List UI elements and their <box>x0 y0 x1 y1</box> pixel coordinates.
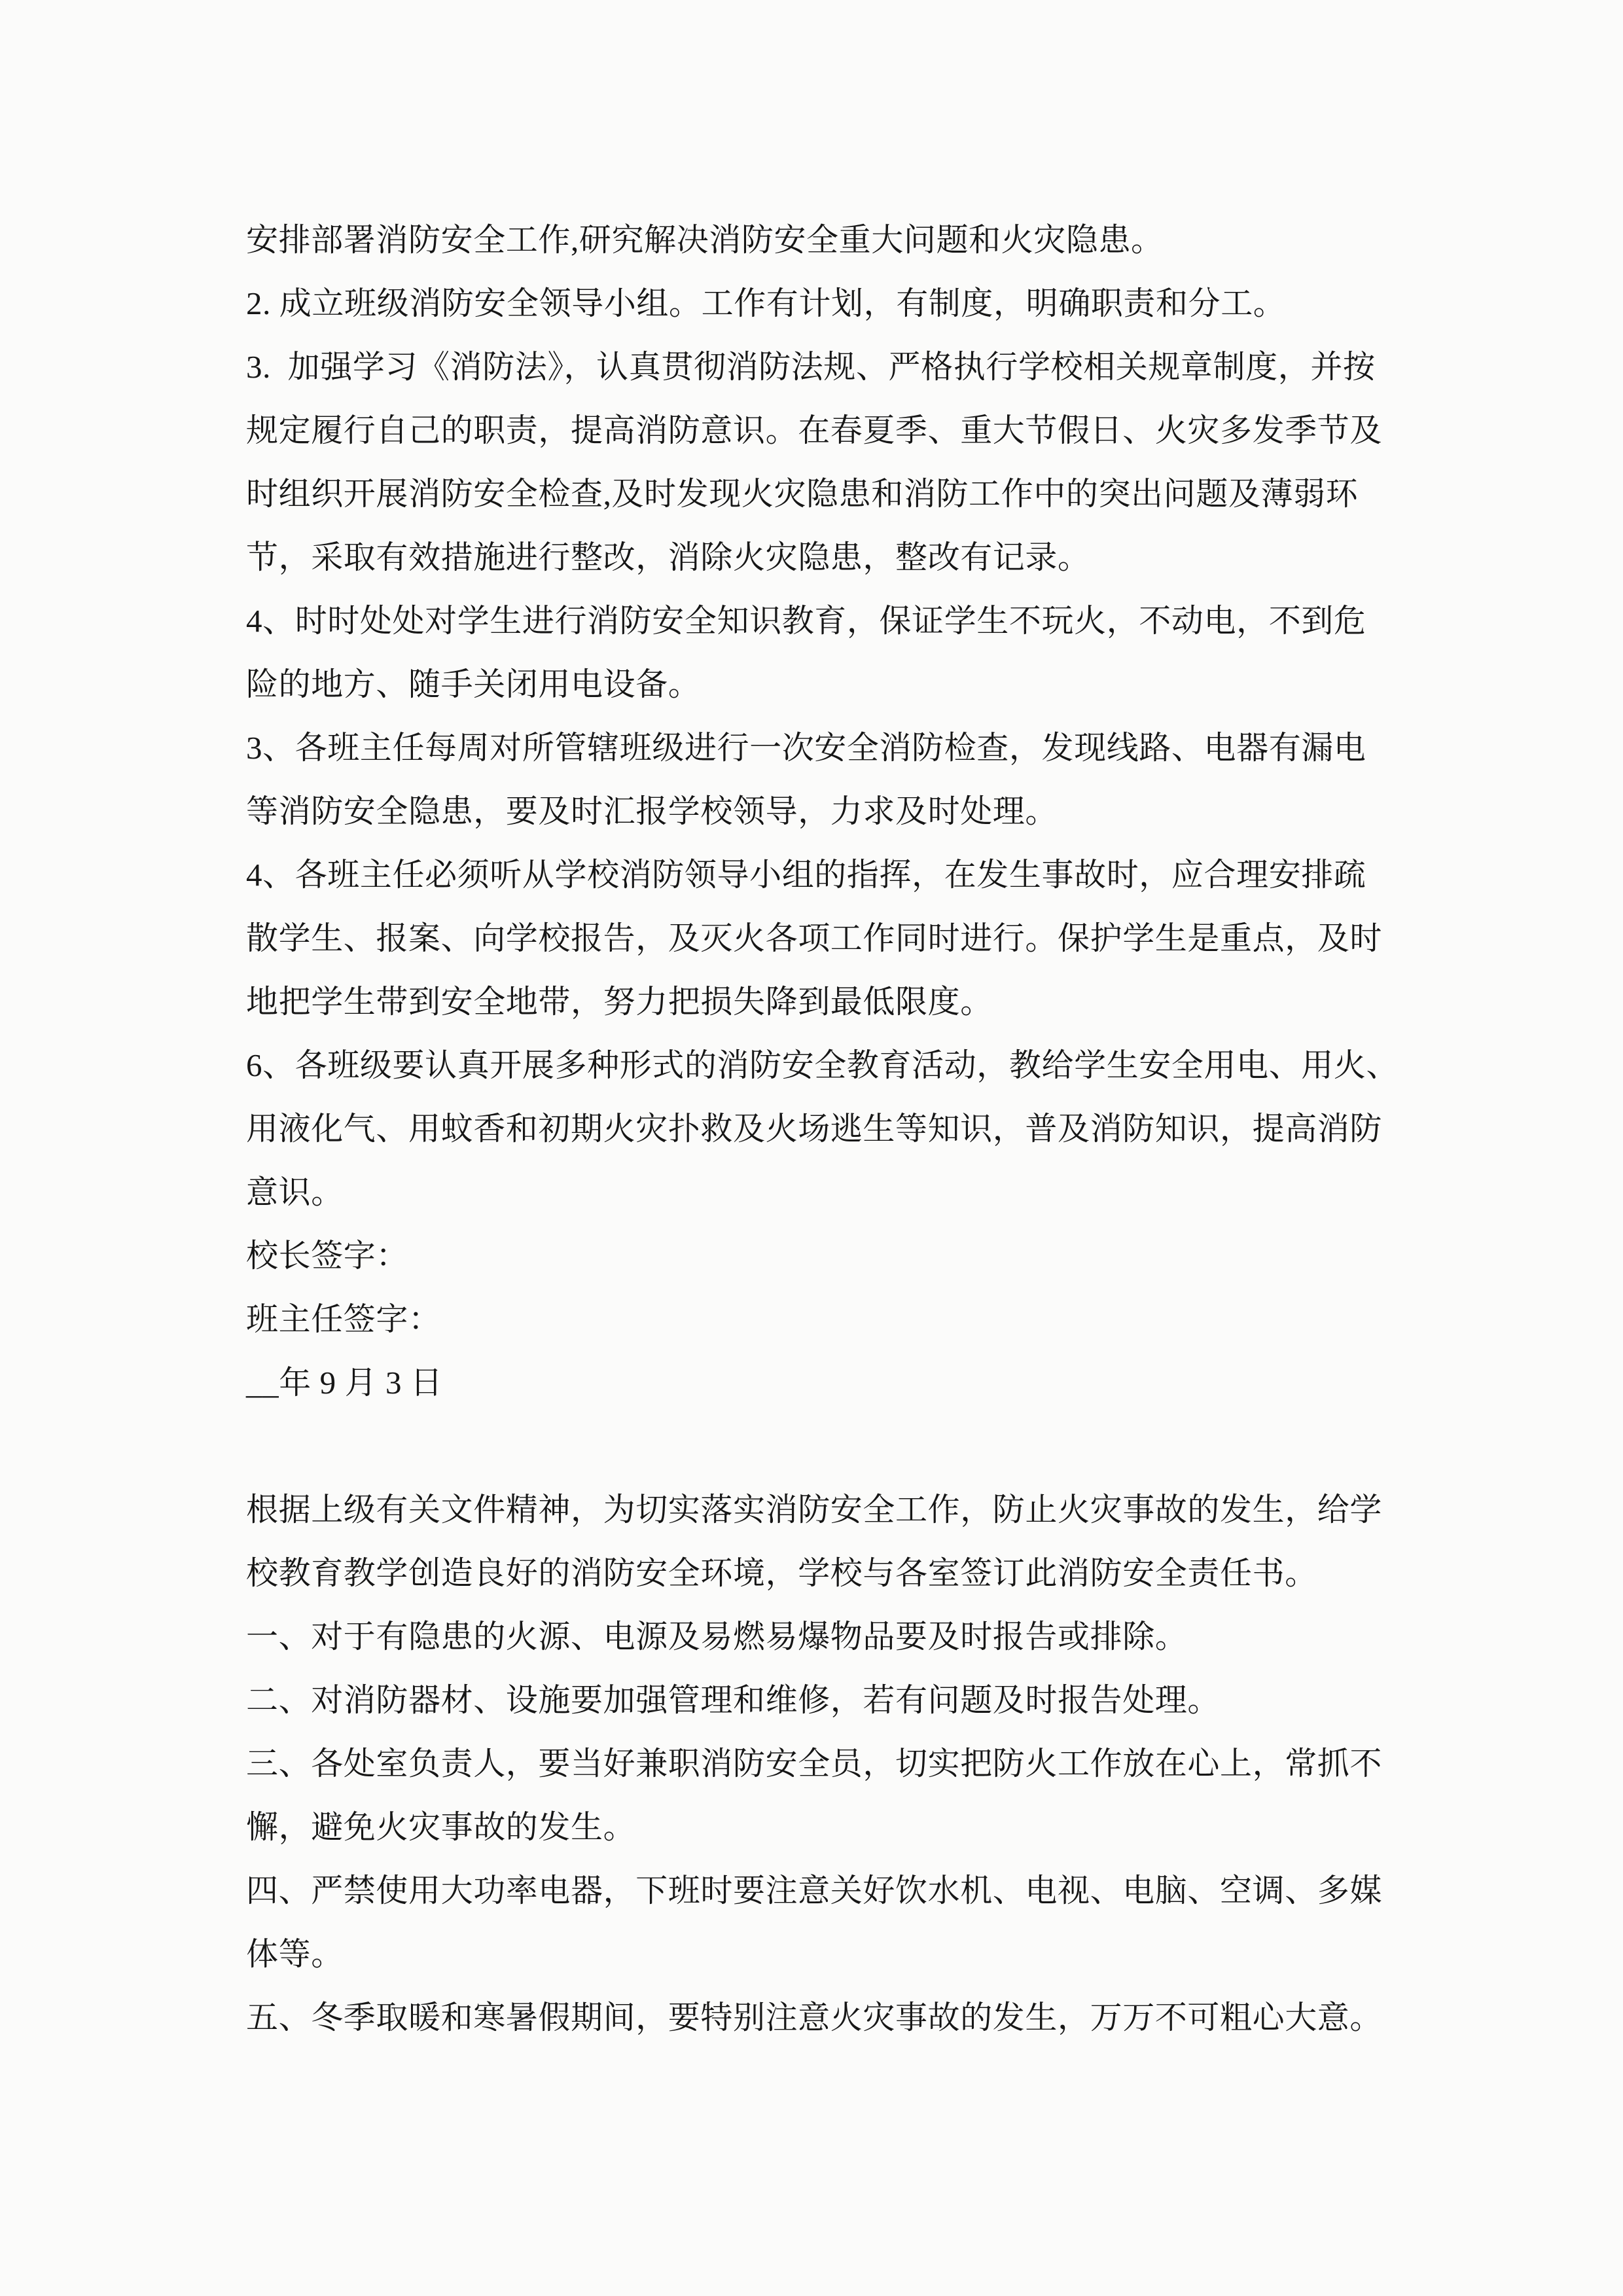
text-line: 意识。 <box>246 1174 344 1210</box>
text-line: 3. 加强学习《消防法》，认真贯彻消防法规、严格执行学校相关规章制度，并按 <box>246 349 1376 385</box>
text-line: 安排部署消防安全工作,研究解决消防安全重大问题和火灾隐患。 <box>246 222 1164 258</box>
class-teacher-signature-label: 班主任签字： <box>246 1301 441 1337</box>
text-line: 4、时时处处对学生进行消防安全知识教育，保证学生不玩火，不动电，不到危 <box>246 603 1366 639</box>
principal-signature-label: 校长签字： <box>246 1238 409 1274</box>
text-line: 散学生、报案、向学校报告，及灭火各项工作同时进行。保护学生是重点，及时 <box>246 920 1383 956</box>
date-line: __年 9 月 3 日 <box>246 1365 443 1401</box>
text-line: 3、各班主任每周对所管辖班级进行一次安全消防检查，发现线路、电器有漏电 <box>246 730 1366 766</box>
text-line: 懈，避免火灾事故的发生。 <box>246 1809 636 1845</box>
text-line: 2. 成立班级消防安全领导小组。工作有计划，有制度，明确职责和分工。 <box>246 285 1286 321</box>
text-line: 用液化气、用蚊香和初期火灾扑救及火场逃生等知识，普及消防知识，提高消防 <box>246 1111 1383 1147</box>
text-line: 等消防安全隐患，要及时汇报学校领导，力求及时处理。 <box>246 793 1058 829</box>
text-line: 险的地方、随手关闭用电设备。 <box>246 666 701 702</box>
text-line: 地把学生带到安全地带，努力把损失降到最低限度。 <box>246 984 993 1020</box>
text-line: 体等。 <box>246 1936 344 1972</box>
text-line: 四、严禁使用大功率电器，下班时要注意关好饮水机、电视、电脑、空调、多媒 <box>246 1873 1383 1909</box>
text-line: 一、对于有隐患的火源、电源及易燃易爆物品要及时报告或排除。 <box>246 1619 1188 1655</box>
text-line: 时组织开展消防安全检查,及时发现火灾隐患和消防工作中的突出问题及薄弱环 <box>246 476 1359 512</box>
text-line: 二、对消防器材、设施要加强管理和维修，若有问题及时报告处理。 <box>246 1682 1221 1718</box>
blank-line <box>246 1414 1398 1478</box>
text-line: 五、冬季取暖和寒暑假期间，要特别注意火灾事故的发生，万万不可粗心大意。 <box>246 2000 1383 2036</box>
text-line: 三、各处室负责人，要当好兼职消防安全员，切实把防火工作放在心上，常抓不 <box>246 1746 1383 1782</box>
text-line: 4、各班主任必须听从学校消防领导小组的指挥，在发生事故时，应合理安排疏 <box>246 857 1366 893</box>
text-line: 规定履行自己的职责，提高消防意识。在春夏季、重大节假日、火灾多发季节及 <box>246 412 1383 448</box>
text-line: 6、各班级要认真开展多种形式的消防安全教育活动，教给学生安全用电、用火、 <box>246 1047 1399 1083</box>
document-body <box>246 208 1398 2049</box>
text-line: 根据上级有关文件精神，为切实落实消防安全工作，防止火灾事故的发生，给学 <box>246 1492 1383 1528</box>
text-line: 校教育教学创造良好的消防安全环境，学校与各室签订此消防安全责任书。 <box>246 1555 1317 1591</box>
text-line: 节，采取有效措施进行整改，消除火灾隐患，整改有记录。 <box>246 539 1090 575</box>
